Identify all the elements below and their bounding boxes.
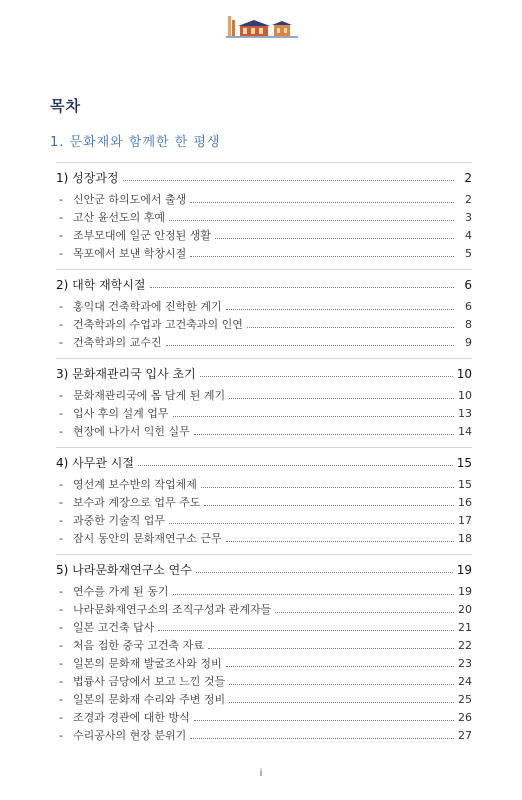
dash-icon: -	[59, 247, 63, 260]
item-page: 23	[458, 657, 472, 670]
dash-icon: -	[59, 657, 63, 670]
dash-icon: -	[59, 585, 63, 598]
dash-icon: -	[59, 389, 63, 402]
item-page: 3	[465, 211, 472, 224]
dot-leader	[173, 416, 455, 417]
item-page: 18	[458, 532, 472, 545]
building-logo-icon	[226, 12, 298, 40]
item-title: 건축학과의 수업과 고건축과의 인연	[73, 318, 243, 331]
item-page: 13	[458, 407, 472, 420]
dash-icon: -	[59, 729, 63, 742]
item-title: 나라문화재연구소의 조직구성과 관계자들	[73, 603, 272, 616]
dot-leader	[166, 345, 454, 346]
item-page: 9	[465, 336, 472, 349]
dot-leader	[138, 465, 453, 466]
dot-leader	[169, 523, 454, 524]
dot-leader	[226, 309, 454, 310]
item-title: 일본의 문화재 수리와 주변 정비	[73, 693, 226, 706]
item-title: 고산 윤선도의 후예	[73, 211, 166, 224]
item-title: 홍익대 건축학과에 진학한 계기	[73, 300, 222, 313]
toc-item[interactable]	[56, 209, 472, 227]
toc-section	[56, 269, 472, 358]
toc-item[interactable]	[56, 619, 472, 637]
item-page: 24	[458, 675, 472, 688]
toc-item[interactable]	[56, 530, 472, 548]
toc-item[interactable]	[56, 512, 472, 530]
toc-item[interactable]	[56, 637, 472, 655]
item-title: 수리공사의 현장 분위기	[73, 729, 187, 742]
dot-leader	[208, 648, 454, 649]
item-page: 6	[465, 300, 472, 313]
toc-item[interactable]	[56, 227, 472, 245]
item-title: 법륭사 금당에서 보고 느낀 것들	[73, 675, 226, 688]
dot-leader	[247, 327, 454, 328]
item-page: 8	[465, 318, 472, 331]
dot-leader	[196, 572, 453, 573]
toc-item[interactable]	[56, 494, 472, 512]
toc-section-entry[interactable]	[56, 275, 472, 295]
dash-icon: -	[59, 675, 63, 688]
dot-leader	[201, 487, 454, 488]
item-page: 5	[465, 247, 472, 260]
item-page: 15	[458, 478, 472, 491]
item-page: 22	[458, 639, 472, 652]
toc-item[interactable]	[56, 601, 472, 619]
toc-section	[56, 554, 472, 751]
toc-heading: 목차	[50, 97, 81, 115]
dash-icon: -	[59, 532, 63, 545]
dash-icon: -	[59, 711, 63, 724]
section-page: 15	[456, 456, 472, 470]
dot-leader	[226, 541, 454, 542]
item-page: 16	[458, 496, 472, 509]
item-page: 26	[458, 711, 472, 724]
dash-icon: -	[59, 693, 63, 706]
dash-icon: -	[59, 229, 63, 242]
toc-item[interactable]	[56, 191, 472, 209]
toc-item[interactable]	[56, 691, 472, 709]
item-title: 현장에 나가서 익힌 실무	[73, 425, 190, 438]
item-title: 잠시 동안의 문화재연구소 근무	[73, 532, 222, 545]
dot-leader	[169, 220, 454, 221]
dot-leader	[150, 287, 455, 288]
toc-section	[56, 447, 472, 554]
section-page: 10	[456, 367, 472, 381]
item-title: 일본 고건축 답사	[73, 621, 155, 634]
item-title: 처음 접한 중국 고건축 자료	[73, 639, 204, 652]
dash-icon: -	[59, 425, 63, 438]
dot-leader	[229, 398, 454, 399]
toc-section-entry[interactable]	[56, 453, 472, 473]
toc-section-entry[interactable]	[56, 364, 472, 384]
toc-section-entry[interactable]	[56, 560, 472, 580]
toc-item[interactable]	[56, 655, 472, 673]
dash-icon: -	[59, 318, 63, 331]
item-title: 조부모대에 일군 안정된 생활	[73, 229, 212, 242]
dash-icon: -	[59, 514, 63, 527]
toc-section	[56, 162, 472, 269]
dash-icon: -	[59, 603, 63, 616]
toc-item[interactable]	[56, 245, 472, 263]
toc-item[interactable]	[56, 334, 472, 352]
item-title: 입사 후의 설계 업무	[73, 407, 169, 420]
section-title: 2) 대학 재학시절	[56, 278, 146, 292]
item-title: 조경과 경관에 대한 방식	[73, 711, 190, 724]
section-title: 1) 성장과정	[56, 171, 119, 185]
dot-leader	[275, 612, 454, 613]
dash-icon: -	[59, 496, 63, 509]
item-page: 10	[458, 389, 472, 402]
dash-icon: -	[59, 407, 63, 420]
item-page: 2	[465, 193, 472, 206]
dot-leader	[226, 666, 454, 667]
dot-leader	[158, 630, 454, 631]
dot-leader	[215, 238, 454, 239]
dash-icon: -	[59, 639, 63, 652]
dot-leader	[190, 738, 454, 739]
item-page: 20	[458, 603, 472, 616]
dash-icon: -	[59, 621, 63, 634]
chapter-title: 1. 문화재와 함께한 한 평생	[50, 135, 221, 150]
item-title: 신안군 하의도에서 출생	[73, 193, 187, 206]
item-page: 19	[458, 585, 472, 598]
dot-leader	[173, 594, 455, 595]
item-title: 영선계 보수반의 작업체제	[73, 478, 197, 491]
toc-section	[56, 358, 472, 447]
section-page: 2	[464, 171, 472, 185]
toc-item[interactable]	[56, 316, 472, 334]
dot-leader	[194, 434, 454, 435]
toc-item[interactable]	[56, 583, 472, 601]
toc-item[interactable]	[56, 423, 472, 441]
item-title: 건축학과의 교수진	[73, 336, 162, 349]
item-title: 문화재관리국에 몸 담게 된 계기	[73, 389, 226, 402]
page-number: i	[259, 768, 263, 779]
dot-leader	[123, 180, 455, 181]
dash-icon: -	[59, 336, 63, 349]
item-title: 일본의 문화재 발굴조사와 정비	[73, 657, 222, 670]
section-page: 6	[464, 278, 472, 292]
toc-item[interactable]	[56, 476, 472, 494]
dash-icon: -	[59, 300, 63, 313]
dot-leader	[204, 505, 454, 506]
toc-item[interactable]	[56, 727, 472, 745]
dash-icon: -	[59, 193, 63, 206]
item-page: 17	[458, 514, 472, 527]
item-title: 연수를 가게 된 동기	[73, 585, 169, 598]
toc-item[interactable]	[56, 387, 472, 405]
item-title: 과중한 기술직 업무	[73, 514, 166, 527]
item-title: 목포에서 보낸 학창시절	[73, 247, 187, 260]
dot-leader	[229, 702, 454, 703]
dot-leader	[229, 684, 454, 685]
dot-leader	[190, 256, 454, 257]
item-page: 4	[465, 229, 472, 242]
item-page: 14	[458, 425, 472, 438]
dash-icon: -	[59, 211, 63, 224]
toc-section-entry[interactable]	[56, 168, 472, 188]
toc-item[interactable]	[56, 405, 472, 423]
toc-sections	[56, 162, 472, 751]
dot-leader	[190, 202, 454, 203]
dash-icon: -	[59, 478, 63, 491]
item-page: 27	[458, 729, 472, 742]
item-page: 21	[458, 621, 472, 634]
item-page: 25	[458, 693, 472, 706]
item-title: 보수과 계장으로 업무 주도	[73, 496, 201, 509]
dot-leader	[194, 720, 454, 721]
toc-item[interactable]	[56, 673, 472, 691]
toc-item[interactable]	[56, 298, 472, 316]
section-page: 19	[456, 563, 472, 577]
section-title: 5) 나라문화재연구소 연수	[56, 563, 192, 577]
section-title: 4) 사무관 시절	[56, 456, 134, 470]
dot-leader	[200, 376, 453, 377]
toc-item[interactable]	[56, 709, 472, 727]
section-title: 3) 문화재관리국 입사 초기	[56, 367, 196, 381]
